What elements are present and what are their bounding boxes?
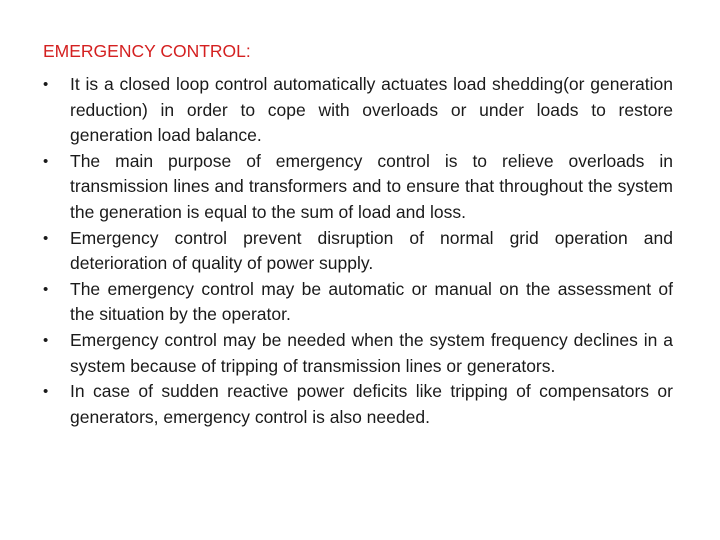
bullet-icon: • <box>43 280 49 298</box>
bullet-text: In case of sudden reactive power deficits like tripping of compensators or generators, emergency control is also needed. <box>70 381 673 427</box>
slide-heading: EMERGENCY CONTROL: <box>43 41 251 61</box>
bullet-text: The emergency control may be automatic or manual on the assessment of the situation by the operator. <box>70 278 673 325</box>
bullet-text: The main purpose of emergency control is to relieve overloads in transmission lines and transformers and to ensure that throughout the system the generation is equal to the sum of load and loss. <box>70 150 673 222</box>
bullet-list <box>43 72 673 430</box>
bullet-item <box>43 72 673 149</box>
bullet-text: Emergency control prevent disruption of normal grid operation and deterioration of quality of power supply. <box>70 227 673 274</box>
bullet-icon: • <box>43 383 49 401</box>
bullet-icon: • <box>43 76 49 93</box>
bullet-item <box>43 149 673 226</box>
bullet-text: Emergency control may be needed when the system frequency declines in a system because of tripping of transmission lines or generators. <box>70 329 673 376</box>
bullet-item <box>43 226 673 277</box>
bullet-icon: • <box>43 229 49 247</box>
bullet-item <box>43 277 673 328</box>
bullet-icon: • <box>43 331 49 349</box>
bullet-icon: • <box>43 152 49 170</box>
bullet-text: It is a closed loop control automatically actuates load shedding(or generation reduction) in order to cope with overloads or under loads to restore generation load balance. <box>70 74 673 146</box>
bullet-item <box>43 328 673 379</box>
bullet-item <box>43 379 673 430</box>
